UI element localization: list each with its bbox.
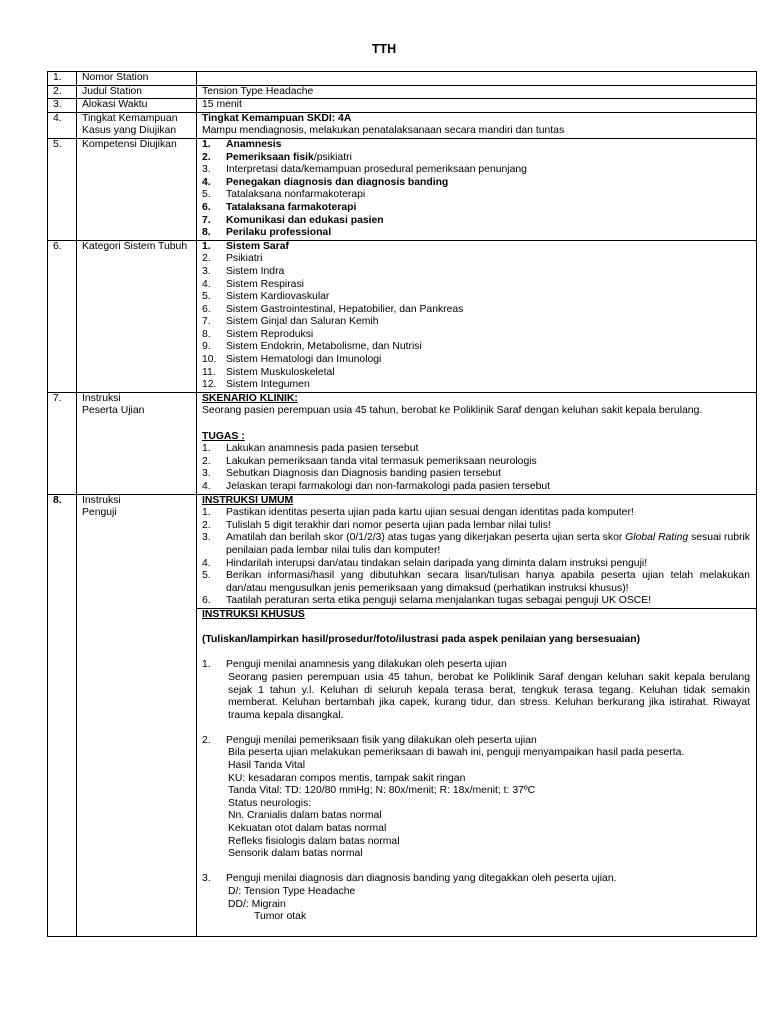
- item-number: 2.: [202, 151, 211, 163]
- skenario-heading: SKENARIO KLINIK:: [202, 392, 298, 404]
- item-text: Berikan informasi/hasil yang dibutuhkan secara lisan/tulisan hanya apabila peserta ujian telah melakukan dan/atau mengusulkan jenis pemeriksaan yang dimaksud (perhatikan instruksi khusus)!: [226, 570, 750, 594]
- row-label-line: Instruksi: [82, 392, 121, 404]
- item-number: 7.: [202, 316, 211, 328]
- row-label: Kategori Sistem Tubuh: [77, 240, 197, 392]
- khusus-item: 2. Penguji menilai pemeriksaan fisik yang dilakukan oleh peserta ujian: [202, 735, 756, 748]
- item-number: 9.: [202, 341, 211, 353]
- row-label: [77, 494, 197, 936]
- row-value: 15 menit: [197, 99, 757, 113]
- item-text: Sistem Kardiovaskular: [226, 291, 330, 303]
- skdi-level: Tingkat Kemampuan SKDI: 4A: [202, 112, 352, 124]
- item-text: [226, 139, 756, 152]
- item-text: Sebutkan Diagnosis dan Diagnosis banding pasien tersebut: [226, 468, 501, 480]
- item-number: 2.: [202, 455, 211, 467]
- list-item: [202, 253, 756, 266]
- instruksi-khusus-subtitle: (Tuliskan/lampirkan hasil/prosedur/foto/ilustrasi pada aspek penilaian yang bersesuaian): [202, 634, 641, 646]
- item-number: 1.: [202, 507, 211, 519]
- item-text: Tulislah 5 digit terakhir dari nomor peserta ujian pada lembar nilai tulis!: [226, 519, 551, 531]
- item-text: [226, 215, 756, 228]
- exam-line: Sensorik dalam batas normal: [228, 848, 363, 860]
- khusus-item: 1. Penguji menilai anamnesis yang dilakukan oleh peserta ujian: [202, 659, 756, 672]
- row-label-line: Instruksi: [82, 494, 121, 506]
- list-item: [202, 227, 756, 240]
- item-number: 12.: [202, 379, 217, 391]
- item-text: [226, 202, 756, 215]
- khusus-item-title: Penguji menilai anamnesis yang dilakukan oleh peserta ujian: [226, 659, 507, 671]
- item-text-bold: Komunikasi dan edukasi pasien: [226, 214, 384, 226]
- row-value: [197, 392, 757, 494]
- row-number: 4.: [48, 112, 77, 138]
- item-number: 4.: [202, 557, 211, 569]
- item-number: 3.: [202, 532, 211, 544]
- item-number: 1.: [202, 138, 211, 150]
- row-number: 1.: [48, 72, 77, 86]
- item-text: Sistem Hematologi dan Imunologi: [226, 354, 382, 366]
- item-text: Sistem Reproduksi: [226, 328, 314, 340]
- station-table: [47, 71, 757, 937]
- list-item: [202, 202, 756, 215]
- list-item: [202, 558, 756, 571]
- row-label: Nomor Station: [77, 72, 197, 86]
- row-label: Alokasi Waktu: [77, 99, 197, 113]
- table-row: [48, 72, 757, 86]
- list-item: [202, 532, 756, 557]
- differential-diagnosis: Tumor otak: [254, 911, 307, 923]
- list-item: [202, 266, 756, 279]
- diagnosis: D/: Tension Type Headache: [228, 886, 356, 897]
- list-item: [202, 241, 756, 254]
- row-label: Kompetensi Diujikan: [77, 138, 197, 240]
- item-number: 4.: [202, 176, 211, 188]
- instruksi-khusus-cell: [197, 608, 757, 936]
- list-item: [202, 595, 756, 608]
- item-text: Sistem Muskuloskeletal: [226, 366, 335, 378]
- item-number: 4.: [202, 278, 211, 290]
- list-item: [202, 316, 756, 329]
- item-number: 6.: [202, 303, 211, 315]
- exam-line: KU: kesadaran compos mentis, tampak sakit ringan: [228, 772, 466, 784]
- item-text: Amatilah dan berilah skor (0/1/2/3) atas tugas yang dikerjakan peserta ujian serta skor Global Rating sesuai rubrik penilaian pada lembar nilai tulis dan komputer!: [226, 532, 750, 556]
- list-item: [202, 468, 756, 481]
- list-item: [202, 215, 756, 228]
- list-item: [202, 177, 756, 190]
- list-item: [202, 164, 756, 177]
- item-number: 6.: [202, 201, 211, 213]
- row-number: 6.: [48, 240, 77, 392]
- row-value: [197, 112, 757, 138]
- item-text-normal: /psikiatri: [313, 151, 352, 163]
- list-item: [202, 279, 756, 292]
- exam-line: Hasil Tanda Vital: [228, 760, 306, 772]
- instruksi-umum-list: [202, 507, 756, 608]
- item-number: 3.: [202, 164, 211, 176]
- exam-line: Kekuatan otot dalam batas normal: [228, 823, 387, 835]
- competency-list: [202, 139, 756, 240]
- khusus-item: 3. Penguji menilai diagnosis dan diagnosis banding yang ditegakkan oleh peserta ujian.: [202, 873, 756, 886]
- tugas-list: [202, 443, 756, 493]
- list-item: [202, 456, 756, 469]
- tugas-heading: TUGAS :: [202, 430, 245, 442]
- table-row: [48, 138, 757, 240]
- item-number: 7.: [202, 214, 211, 226]
- exam-line: Nn. Cranialis dalam batas normal: [228, 810, 382, 822]
- khusus-item-title: Penguji menilai pemeriksaan fisik yang dilakukan oleh peserta ujian: [226, 734, 537, 746]
- page-title: TTH: [371, 42, 397, 56]
- table-row: [48, 392, 757, 494]
- row-value: Tension Type Headache: [197, 85, 757, 99]
- physical-exam-results: [202, 747, 756, 860]
- item-text: Sistem Ginjal dan Saluran Kemih: [226, 316, 379, 328]
- item-text: [226, 227, 756, 240]
- row-label-line: Penguji: [82, 507, 117, 519]
- item-text-normal: Tatalaksana nonfarmakoterapi: [226, 189, 366, 201]
- item-text-italic: Global Rating: [625, 532, 689, 544]
- item-number: 4.: [202, 481, 211, 492]
- item-text: Sistem Respirasi: [226, 278, 304, 290]
- item-text: Lakukan pemeriksaan tanda vital termasuk pemeriksaan neurologis: [226, 455, 537, 467]
- item-text-bold: Penegakan diagnosis dan diagnosis banding: [226, 176, 449, 188]
- item-number: 10.: [202, 354, 217, 366]
- item-number: 8.: [202, 328, 211, 340]
- list-item: [202, 354, 756, 367]
- table-row: [48, 240, 757, 392]
- list-item: [202, 189, 756, 202]
- item-number: 5.: [202, 291, 211, 303]
- list-item: [202, 379, 756, 392]
- item-text: Psikiatri: [226, 253, 263, 265]
- item-text-bold: Tatalaksana farmakoterapi: [226, 201, 357, 213]
- list-item: [202, 481, 756, 494]
- row-number: 5.: [48, 138, 77, 240]
- list-item: [202, 329, 756, 342]
- item-number: 3.: [202, 468, 211, 480]
- item-number: 8.: [202, 227, 211, 239]
- instruksi-khusus-heading: INSTRUKSI KHUSUS: [202, 608, 305, 620]
- item-text: [226, 189, 756, 202]
- list-item: [202, 341, 756, 354]
- item-text-normal: Interpretasi data/kemampuan prosedural pemeriksaan penunjang: [226, 164, 527, 176]
- anamnesis-result: Seorang pasien perempuan usia 45 tahun, berobat ke Poliklinik Saraf dengan keluhan sakit kepala berulang sejak 1 tahun y.l. Keluhan di seluruh kepala terasa berat, tengkuk terasa tegang. Keluhan tidak semakin memberat. Keluhan bertambah jika capek, kurang tidur, dan stress. Keluhan berkurang jika istirahat. Riwayat trauma kepala disangkal.: [228, 671, 750, 721]
- table-row: [48, 112, 757, 138]
- row-label-line: Peserta Ujian: [82, 405, 145, 417]
- row-value: [197, 494, 757, 608]
- row-value: [197, 240, 757, 392]
- item-text: Sistem Indra: [226, 265, 285, 277]
- item-text: Sistem Integumen: [226, 379, 310, 391]
- list-item: [202, 520, 756, 533]
- list-item: [202, 443, 756, 456]
- list-item: [202, 570, 756, 595]
- list-item: [202, 304, 756, 317]
- khusus-item-title: Penguji menilai diagnosis dan diagnosis banding yang ditegakkan oleh peserta ujian.: [226, 873, 617, 885]
- exam-line: Status neurologis:: [228, 797, 312, 809]
- item-text: Jelaskan terapi farmakologi dan non-farmakologi pada pasien tersebut: [226, 481, 551, 492]
- differential-diagnosis: DD/: Migrain: [228, 898, 286, 910]
- table-row: [48, 99, 757, 113]
- item-text-bold: Anamnesis: [226, 138, 282, 150]
- item-text: Taatilah peraturan serta etika penguji selama menjalankan tugas sebagai penguji UK OSCE!: [226, 595, 652, 607]
- item-text: Sistem Saraf: [226, 240, 289, 252]
- list-item: [202, 367, 756, 380]
- item-number: 5.: [202, 189, 211, 201]
- exam-line: Bila peserta ujian melakukan pemeriksaan di bawah ini, penguji menyampaikan hasil pada peserta.: [228, 747, 685, 759]
- item-text-bold: Perilaku professional: [226, 227, 332, 239]
- item-number: 2.: [202, 253, 211, 265]
- system-list: [202, 241, 756, 392]
- instruksi-umum-heading: INSTRUKSI UMUM: [202, 494, 294, 506]
- table-row: [48, 494, 757, 608]
- item-text: [226, 164, 756, 177]
- table-row: [48, 85, 757, 99]
- item-text: [226, 152, 756, 165]
- skdi-description: Mampu mendiagnosis, melakukan penatalaksanaan secara mandiri dan tuntas: [202, 125, 565, 137]
- row-number: 8.: [48, 494, 77, 936]
- item-text: Pastikan identitas peserta ujian pada kartu ujian sesuai dengan identitas pada komputer!: [226, 507, 634, 519]
- row-label: Judul Station: [77, 85, 197, 99]
- item-number: 1.: [202, 443, 211, 455]
- item-text: Sistem Gastrointestinal, Hepatobilier, dan Pankreas: [226, 303, 464, 315]
- item-text: Sistem Endokrin, Metabolisme, dan Nutrisi: [226, 341, 422, 353]
- row-value: [197, 138, 757, 240]
- item-number: 5.: [202, 570, 211, 582]
- row-number: 2.: [48, 85, 77, 99]
- item-text: Lakukan anamnesis pada pasien tersebut: [226, 443, 419, 455]
- item-text: [226, 177, 756, 190]
- row-number: 3.: [48, 99, 77, 113]
- row-label-line: Kasus yang Diujikan: [82, 125, 177, 137]
- list-item: [202, 291, 756, 304]
- skenario-text: Seorang pasien perempuan usia 45 tahun, berobat ke Poliklinik Saraf dengan keluhan sakit kepala berulang.: [202, 405, 703, 417]
- row-label: [77, 392, 197, 494]
- row-label: [77, 112, 197, 138]
- item-number: 11.: [202, 366, 216, 378]
- row-value: [197, 72, 757, 86]
- item-number: 1.: [202, 240, 211, 252]
- item-number: 3.: [202, 265, 211, 277]
- row-label-line: Tingkat Kemampuan: [82, 112, 178, 124]
- list-item: [202, 152, 756, 165]
- list-item: [202, 507, 756, 520]
- item-number: 2.: [202, 519, 211, 531]
- row-number: 7.: [48, 392, 77, 494]
- exam-line: Refleks fisiologis dalam batas normal: [228, 835, 400, 847]
- item-number: 6.: [202, 595, 211, 607]
- item-text-bold: Pemeriksaan fisik: [226, 151, 314, 163]
- list-item: [202, 139, 756, 152]
- exam-line: Tanda Vital: TD: 120/80 mmHg; N: 80x/menit; R: 18x/menit; t: 37ºC: [228, 785, 536, 797]
- item-text: Hindarilah interupsi dan/atau tindakan selain daripada yang diminta dalam instruksi penguji!: [226, 557, 648, 569]
